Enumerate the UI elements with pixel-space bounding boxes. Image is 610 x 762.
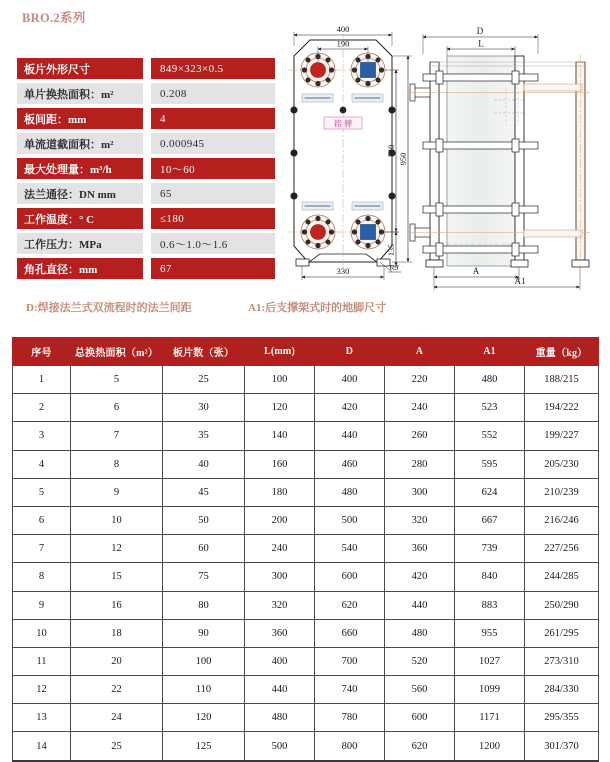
dim-a: A xyxy=(472,266,480,276)
table-cell: 480 xyxy=(245,704,315,732)
spec-value: ≤180 xyxy=(151,208,275,229)
table-cell: 120 xyxy=(245,394,315,422)
table-cell: 1200 xyxy=(455,732,525,761)
table-row xyxy=(13,366,599,394)
table-row xyxy=(13,394,599,422)
spec-label: 法兰通径：DN mm xyxy=(17,183,143,204)
table-cell: 100 xyxy=(245,366,315,394)
table-cell: 600 xyxy=(385,704,455,732)
dim-d: D xyxy=(476,26,484,36)
spec-value: 0.6～1.0～1.6 xyxy=(151,233,275,254)
table-cell: 420 xyxy=(315,394,385,422)
table-row xyxy=(13,647,599,675)
table-cell: 552 xyxy=(455,422,525,450)
dim-radius: R9 xyxy=(389,263,399,272)
table-cell: 295/355 xyxy=(525,704,599,732)
table-column-header: A1 xyxy=(455,338,525,366)
table-cell: 480 xyxy=(455,366,525,394)
table-cell: 600 xyxy=(315,563,385,591)
table-cell: 700 xyxy=(315,647,385,675)
table-cell: 200 xyxy=(245,506,315,534)
table-row xyxy=(13,506,599,534)
table-cell: 180 xyxy=(245,478,315,506)
technical-drawing xyxy=(280,18,606,290)
table-cell: 280 xyxy=(385,450,455,478)
table-cell: 100 xyxy=(163,647,245,675)
dim-total-height: 950 xyxy=(398,152,408,166)
table-column-header: 总换热面积（m²） xyxy=(71,338,163,366)
table-cell: 15 xyxy=(71,563,163,591)
table-cell: 9 xyxy=(13,591,71,619)
table-cell: 360 xyxy=(245,619,315,647)
table-cell: 800 xyxy=(315,732,385,761)
table-cell: 883 xyxy=(455,591,525,619)
table-cell: 260 xyxy=(385,422,455,450)
table-cell: 14 xyxy=(13,732,71,761)
table-cell: 740 xyxy=(315,676,385,704)
table-column-header: L(mm) xyxy=(245,338,315,366)
table-column-header: A xyxy=(385,338,455,366)
table-cell: 3 xyxy=(13,422,71,450)
table-cell: 227/256 xyxy=(525,535,599,563)
table-cell: 595 xyxy=(455,450,525,478)
spec-row xyxy=(17,108,275,129)
spec-value: 0.208 xyxy=(151,83,275,104)
spec-value: 4 xyxy=(151,108,275,129)
table-cell: 400 xyxy=(315,366,385,394)
table-row xyxy=(13,619,599,647)
table-row xyxy=(13,676,599,704)
table-cell: 12 xyxy=(13,676,71,704)
table-cell: 188/215 xyxy=(525,366,599,394)
table-cell: 10 xyxy=(13,619,71,647)
table-cell: 5 xyxy=(71,366,163,394)
table-cell: 244/285 xyxy=(525,563,599,591)
dim-l: L xyxy=(478,38,484,49)
table-body xyxy=(13,366,599,761)
spec-row xyxy=(17,158,275,179)
table-cell: 360 xyxy=(385,535,455,563)
table-row xyxy=(13,563,599,591)
table-cell: 35 xyxy=(163,422,245,450)
table-cell: 60 xyxy=(163,535,245,563)
table-cell: 540 xyxy=(315,535,385,563)
spec-row xyxy=(17,258,275,279)
table-cell: 20 xyxy=(71,647,163,675)
spec-label: 单流道截面积：m² xyxy=(17,133,143,154)
table-cell: 45 xyxy=(163,478,245,506)
page-title: BRO.2系列 xyxy=(22,11,86,25)
spec-value: 849×323×0.5 xyxy=(151,58,275,79)
table-cell: 240 xyxy=(385,394,455,422)
table-cell: 500 xyxy=(315,506,385,534)
table-cell: 25 xyxy=(163,366,245,394)
table-row xyxy=(13,478,599,506)
table-cell: 240 xyxy=(245,535,315,563)
specification-table xyxy=(17,58,275,283)
table-cell: 440 xyxy=(315,422,385,450)
table-row xyxy=(13,450,599,478)
spec-label: 最大处理量：m³/h xyxy=(17,158,143,179)
table-cell: 4 xyxy=(13,450,71,478)
spec-label: 工作压力：MPa xyxy=(17,233,143,254)
table-cell: 320 xyxy=(245,591,315,619)
table-column-header: 重量（kg） xyxy=(525,338,599,366)
legend-note-d: D:焊接法兰式双流程时的法兰间距 xyxy=(26,302,192,314)
table-cell: 250/290 xyxy=(525,591,599,619)
table-cell: 199/227 xyxy=(525,422,599,450)
table-cell: 13 xyxy=(13,704,71,732)
table-cell: 24 xyxy=(71,704,163,732)
table-cell: 500 xyxy=(245,732,315,761)
spec-row xyxy=(17,208,275,229)
table-cell: 620 xyxy=(315,591,385,619)
table-cell: 1171 xyxy=(455,704,525,732)
table-cell: 480 xyxy=(385,619,455,647)
table-cell: 1 xyxy=(13,366,71,394)
table-cell: 420 xyxy=(385,563,455,591)
table-cell: 205/230 xyxy=(525,450,599,478)
table-cell: 16 xyxy=(71,591,163,619)
table-cell: 140 xyxy=(245,422,315,450)
nameplate-label: 铭 牌 xyxy=(333,119,353,129)
spec-label: 板间距：mm xyxy=(17,108,143,129)
table-cell: 624 xyxy=(455,478,525,506)
table-cell: 22 xyxy=(71,676,163,704)
spec-value: 65 xyxy=(151,183,275,204)
spec-row xyxy=(17,233,275,254)
table-cell: 6 xyxy=(71,394,163,422)
table-cell: 40 xyxy=(163,450,245,478)
table-row xyxy=(13,704,599,732)
table-cell: 1099 xyxy=(455,676,525,704)
spec-label: 板片外形尺寸 xyxy=(17,58,143,79)
table-cell: 284/330 xyxy=(525,676,599,704)
table-cell: 480 xyxy=(315,478,385,506)
spec-label: 单片换热面积：m² xyxy=(17,83,143,104)
table-cell: 301/370 xyxy=(525,732,599,761)
table-cell: 955 xyxy=(455,619,525,647)
table-cell: 220 xyxy=(385,366,455,394)
table-cell: 160 xyxy=(245,450,315,478)
table-cell: 18 xyxy=(71,619,163,647)
table-cell: 523 xyxy=(455,394,525,422)
table-column-header: 序号 xyxy=(13,338,71,366)
table-cell: 7 xyxy=(71,422,163,450)
table-cell: 194/222 xyxy=(525,394,599,422)
table-cell: 7 xyxy=(13,535,71,563)
table-cell: 560 xyxy=(385,676,455,704)
table-cell: 400 xyxy=(245,647,315,675)
table-cell: 125 xyxy=(163,732,245,761)
table-cell: 660 xyxy=(315,619,385,647)
table-column-header: 板片数（张） xyxy=(163,338,245,366)
spec-row xyxy=(17,83,275,104)
table-row xyxy=(13,732,599,761)
spec-value: 67 xyxy=(151,258,275,279)
table-cell: 440 xyxy=(245,676,315,704)
table-cell: 300 xyxy=(385,478,455,506)
table-cell: 739 xyxy=(455,535,525,563)
table-cell: 1027 xyxy=(455,647,525,675)
table-row xyxy=(13,591,599,619)
dim-foot-width: 330 xyxy=(336,266,350,276)
dim-port-spacing: 190 xyxy=(336,38,350,49)
table-cell: 460 xyxy=(315,450,385,478)
table-cell: 620 xyxy=(385,732,455,761)
table-cell: 50 xyxy=(163,506,245,534)
table-cell: 780 xyxy=(315,704,385,732)
table-cell: 25 xyxy=(71,732,163,761)
table-cell: 440 xyxy=(385,591,455,619)
spec-row xyxy=(17,133,275,154)
spec-value: 10～60 xyxy=(151,158,275,179)
dimensions-data-table xyxy=(12,337,599,762)
table-cell: 210/239 xyxy=(525,478,599,506)
table-cell: 5 xyxy=(13,478,71,506)
spec-label: 工作温度：° C xyxy=(17,208,143,229)
table-cell: 80 xyxy=(163,591,245,619)
spec-label: 角孔直径：mm xyxy=(17,258,143,279)
table-row xyxy=(13,422,599,450)
table-cell: 667 xyxy=(455,506,525,534)
table-cell: 12 xyxy=(71,535,163,563)
table-cell: 10 xyxy=(71,506,163,534)
table-cell: 520 xyxy=(385,647,455,675)
table-cell: 320 xyxy=(385,506,455,534)
table-cell: 840 xyxy=(455,563,525,591)
dim-total-width: 400 xyxy=(336,24,350,34)
dim-a1: A1 xyxy=(514,276,526,286)
table-header-row xyxy=(13,338,599,366)
table-cell: 110 xyxy=(163,676,245,704)
table-cell: 300 xyxy=(245,563,315,591)
table-cell: 8 xyxy=(13,563,71,591)
table-cell: 9 xyxy=(71,478,163,506)
table-cell: 120 xyxy=(163,704,245,732)
table-cell: 273/310 xyxy=(525,647,599,675)
spec-value: 0.000945 xyxy=(151,133,275,154)
table-cell: 2 xyxy=(13,394,71,422)
table-cell: 261/295 xyxy=(525,619,599,647)
spec-row xyxy=(17,58,275,79)
spec-row xyxy=(17,183,275,204)
table-cell: 11 xyxy=(13,647,71,675)
table-cell: 8 xyxy=(71,450,163,478)
table-row xyxy=(13,535,599,563)
dim-port-height: 720 xyxy=(386,144,396,158)
table-cell: 6 xyxy=(13,506,71,534)
legend-note-a1: A1:后支撑架式时的地脚尺寸 xyxy=(248,302,387,314)
table-cell: 90 xyxy=(163,619,245,647)
table-cell: 216/246 xyxy=(525,506,599,534)
table-cell: 30 xyxy=(163,394,245,422)
table-cell: 75 xyxy=(163,563,245,591)
table-column-header: D xyxy=(315,338,385,366)
dim-foot-height: 135 xyxy=(387,244,396,256)
